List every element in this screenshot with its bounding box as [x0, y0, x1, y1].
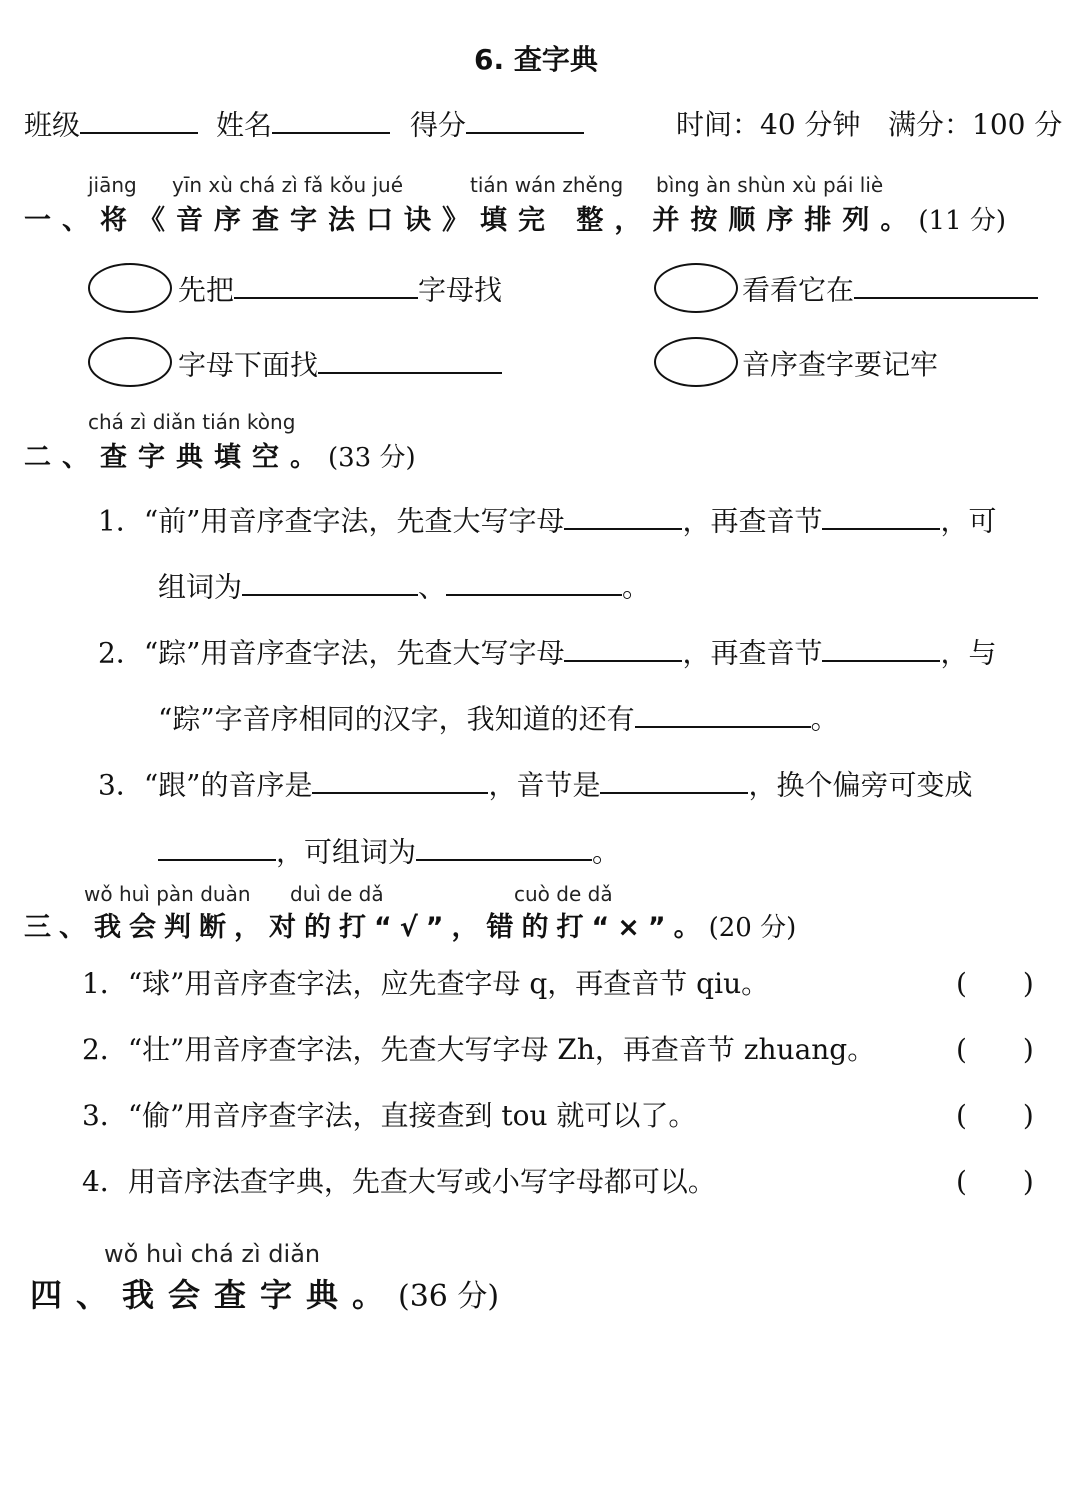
section4-heading [30, 1270, 499, 1316]
s1-pinyin-yinxu: yīn xù chá zì fǎ kǒu jué [172, 173, 404, 197]
s2-q3-blank-order[interactable] [312, 763, 488, 794]
order-oval-3[interactable] [88, 337, 172, 387]
class-label: 班级 [24, 108, 81, 142]
s2-q3-line1 [98, 763, 973, 803]
s1-pinyin-jiang: jiāng [88, 173, 137, 197]
s2-q3-text-a: “跟”的音序是 [143, 768, 313, 802]
s1-item-3-before: 字母下面找 [178, 348, 319, 382]
s1-item-1 [178, 268, 502, 308]
section2-points: (33 分) [328, 443, 416, 473]
s3-item-3-answer[interactable]: ( ) [956, 1099, 1034, 1132]
section1-heading-text: 一、将《音序查字法口诀》填完 整，并按顺序排列。 [24, 205, 919, 236]
s3-item-2-text: “壮”用音序查字法，先查大写字母 Zh，再查音节 zhuang。 [127, 1033, 876, 1066]
section1-points: (11 分) [918, 206, 1007, 236]
s3-item-4 [82, 1160, 716, 1200]
s3-item-2 [82, 1028, 875, 1068]
order-oval-4[interactable] [654, 337, 738, 387]
section2-heading-text: 二、查字典填空。 [24, 442, 328, 473]
name-label: 姓名 [216, 108, 273, 142]
s1-pinyin-bingan: bìng àn shùn xù pái liè [656, 173, 884, 197]
s2-q1-line1 [98, 499, 997, 539]
s1-item-2-before: 看看它在 [742, 273, 855, 307]
section3-points: (20 分) [708, 913, 797, 943]
s2-q1-text-f: 。 [622, 570, 651, 604]
s2-q3-line2 [158, 830, 620, 870]
s2-q1-blank-word1[interactable] [242, 565, 418, 596]
s2-q1-text-d: 组词为 [158, 570, 243, 604]
s2-q3-blank-syllable[interactable] [600, 763, 748, 794]
s2-q2-line2 [158, 697, 839, 737]
time-info: 时间：40 分钟 [676, 108, 861, 141]
s3-item-1-text: “球”用音序查字法，应先查字母 q，再查音节 qiu。 [127, 967, 770, 1000]
page-title: 6. 查字典 [474, 43, 598, 76]
s2-q2-blank-chars[interactable] [635, 697, 811, 728]
s2-q1-text-c: ，可 [940, 504, 997, 538]
full-score-info: 满分：100 分 [888, 108, 1063, 141]
score-label: 得分 [410, 108, 467, 142]
s3-pinyin-duide: duì de dǎ [290, 882, 384, 906]
s2-q2-text-b: ，再查音节 [682, 636, 823, 670]
name-blank[interactable] [272, 103, 390, 134]
s3-item-3-text: “偷”用音序查字法，直接查到 tou 就可以了。 [127, 1099, 697, 1132]
s1-item-3-blank[interactable] [318, 343, 502, 374]
s2-q2-num: 2． [98, 636, 144, 670]
s3-item-4-answer[interactable]: ( ) [956, 1165, 1034, 1198]
s1-item-1-blank[interactable] [234, 268, 418, 299]
s2-q2-line1 [98, 631, 997, 671]
section2-heading [24, 435, 416, 474]
s2-q1-num: 1． [98, 504, 144, 538]
s1-pinyin-tianwan: tián wán zhěng [470, 173, 624, 197]
s2-q2-text-c: ，与 [940, 636, 997, 670]
s3-item-1-answer[interactable]: ( ) [956, 967, 1034, 1000]
s3-item-3-num: 3． [82, 1099, 128, 1132]
s2-q2-blank-letter[interactable] [564, 631, 682, 662]
s1-item-1-after: 字母找 [418, 273, 503, 307]
s2-q3-text-d: ，可组词为 [276, 835, 417, 869]
section1-heading [24, 198, 1006, 237]
s2-q1-text-e: 、 [418, 570, 447, 604]
s1-item-3 [178, 343, 502, 383]
s3-item-2-num: 2． [82, 1033, 128, 1066]
s2-q3-num: 3． [98, 768, 144, 802]
s2-q3-text-b: ，音节是 [488, 768, 601, 802]
s2-q1-line2 [158, 565, 650, 605]
header-score [410, 103, 584, 143]
s3-item-4-text: 用音序法查字典，先查大写或小写字母都可以。 [127, 1165, 716, 1198]
class-blank[interactable] [80, 103, 198, 134]
s2-q1-blank-word2[interactable] [446, 565, 622, 596]
s3-item-1-num: 1． [82, 967, 128, 1000]
s2-q2-text-d: “踪”字音序相同的汉字，我知道的还有 [158, 702, 635, 736]
s3-item-4-num: 4． [82, 1165, 128, 1198]
s3-pinyin-wohui: wǒ huì pàn duàn [84, 882, 251, 906]
s2-q1-text-b: ，再查音节 [682, 504, 823, 538]
s2-q2-text-e: 。 [810, 702, 839, 736]
s2-q1-blank-letter[interactable] [564, 499, 682, 530]
header-class [24, 103, 198, 143]
s1-item-4: 音序查字要记牢 [742, 348, 939, 381]
section3-heading [24, 905, 796, 944]
score-blank[interactable] [466, 103, 584, 134]
s2-q2-blank-syllable[interactable] [822, 631, 940, 662]
s4-pinyin: wǒ huì chá zì diǎn [104, 1240, 321, 1268]
s2-pinyin: chá zì diǎn tián kòng [88, 410, 296, 434]
s3-item-2-answer[interactable]: ( ) [956, 1033, 1034, 1066]
order-oval-1[interactable] [88, 263, 172, 313]
s3-item-1 [82, 962, 769, 1002]
s2-q1-text-a: “前”用音序查字法，先查大写字母 [143, 504, 565, 538]
s2-q2-text-a: “踪”用音序查字法，先查大写字母 [143, 636, 565, 670]
s1-item-2-blank[interactable] [854, 268, 1038, 299]
order-oval-2[interactable] [654, 263, 738, 313]
section4-points: (36 分) [398, 1279, 500, 1314]
s3-pinyin-cuode: cuò de dǎ [514, 882, 613, 906]
s2-q3-blank-newchar[interactable] [158, 830, 276, 861]
s2-q3-text-c: ，换个偏旁可变成 [748, 768, 973, 802]
s3-item-3 [82, 1094, 696, 1134]
section3-heading-text: 三、我会判断，对的打“√”，错的打“×”。 [24, 912, 709, 943]
header-name [216, 103, 390, 143]
s2-q1-blank-syllable[interactable] [822, 499, 940, 530]
s1-item-1-before: 先把 [178, 273, 235, 307]
s2-q3-blank-word[interactable] [416, 830, 592, 861]
s2-q3-text-e: 。 [592, 835, 621, 869]
section4-heading-text: 四、我会查字典。 [30, 1276, 399, 1314]
s1-item-2 [742, 268, 1038, 308]
